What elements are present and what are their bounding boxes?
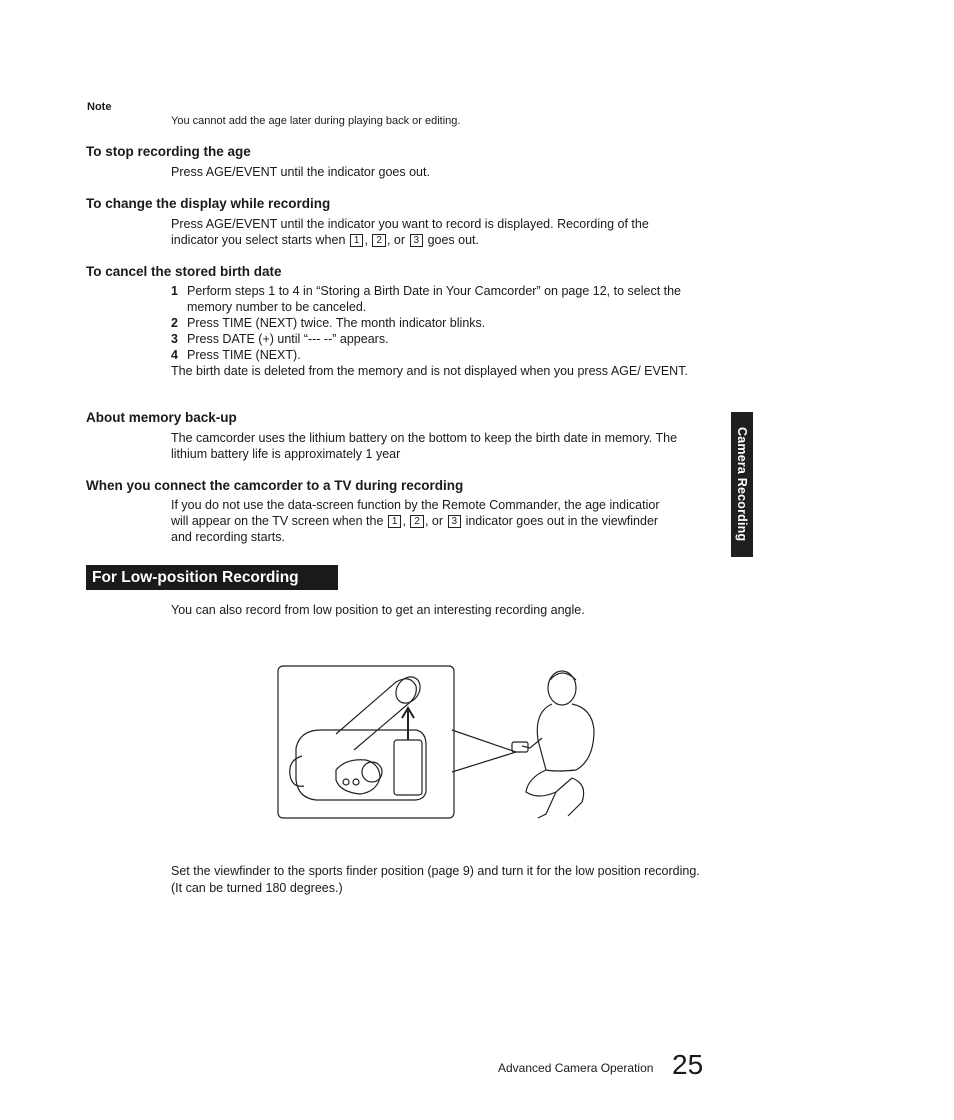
note-text: You cannot add the age later during playing back or editing. (171, 115, 461, 127)
cancel-steps (171, 283, 716, 379)
section-banner: For Low-position Recording (86, 565, 338, 590)
heading-tv-connect: When you connect the camcorder to a TV during recording (86, 478, 464, 493)
side-tab-label: Camera Recording (735, 427, 749, 542)
change-display-line2 (171, 232, 711, 248)
indicator-2-box: 2 (372, 234, 386, 247)
step-number: 2 (171, 316, 178, 330)
heading-memory-backup: About memory back-up (86, 410, 237, 425)
cancel-after-text: The birth date is deleted from the memory and is not displayed when you press AGE/ EVENT. (171, 364, 688, 378)
step-number: 4 (171, 348, 178, 362)
side-tab-camera-recording (731, 412, 753, 557)
step-2 (171, 315, 716, 331)
indicator-3-box: 3 (448, 515, 462, 528)
step-text: Press TIME (NEXT) twice. The month indicator blinks. (187, 316, 486, 330)
step-1 (171, 283, 716, 315)
heading-stop-recording: To stop recording the age (86, 144, 251, 159)
stop-recording-text: Press AGE/EVENT until the indicator goes out. (171, 165, 430, 179)
step-3 (171, 331, 716, 347)
camcorder-dial (336, 760, 380, 794)
memory-backup-text: The camcorder uses the lithium battery on the bottom to keep the birth date in memory. The lithium battery life is approximately 1 year (171, 431, 678, 461)
rotate-arrow (402, 708, 414, 740)
change-display-text (171, 216, 711, 248)
indicator-3-box: 3 (410, 234, 424, 247)
tv-line2-pre: will appear on the TV screen when the (171, 514, 384, 528)
tv-connect-text (171, 497, 711, 545)
step-text: Press DATE (+) until “--- --” appears. (187, 332, 389, 346)
caption-text: Set the viewfinder to the sports finder position (page 9) and turn it for the low position recording. (It can be turned 180 degrees.) (171, 864, 700, 895)
change-display-line1: Press AGE/EVENT until the indicator you want to record is displayed. Recording of the (171, 217, 649, 231)
person-torso (537, 704, 594, 771)
camcorder-lens (290, 756, 304, 786)
tv-line2-post: indicator goes out in the viewfinder (465, 514, 659, 528)
sep-or: , or (386, 233, 406, 247)
page-number: 25 (672, 1049, 704, 1080)
step-number: 1 (171, 284, 178, 298)
tv-line2 (171, 513, 711, 529)
note-label: Note (87, 101, 112, 113)
sep-or: , or (424, 514, 444, 528)
indicator-1-box: 1 (388, 515, 402, 528)
step-text: Press TIME (NEXT). (187, 348, 301, 362)
sep-comma: , (402, 514, 406, 528)
tv-line3: and recording starts. (171, 530, 285, 544)
person-legs (526, 770, 572, 796)
indicator-1-box: 1 (350, 234, 364, 247)
inset-frame (278, 666, 454, 818)
indicator-2-box: 2 (410, 515, 424, 528)
heading-cancel-birth-date: To cancel the stored birth date (86, 264, 282, 279)
step-number: 3 (171, 332, 178, 346)
sep-comma: , (364, 233, 368, 247)
step-text: Perform steps 1 to 4 in “Storing a Birth Date in Your Camcorder” on page 12, to select the memory number to be canceled. (187, 284, 682, 314)
low-position-illustration (276, 660, 616, 825)
heading-change-display: To change the display while recording (86, 196, 331, 211)
intro-text: You can also record from low position to get an interesting recording angle. (171, 603, 585, 617)
change-line2-post: goes out. (427, 233, 479, 247)
step-4 (171, 347, 716, 363)
tv-line1: If you do not use the data-screen function by the Remote Commander, the age indicatior (171, 498, 660, 512)
footer-section-title: Advanced Camera Operation (498, 1061, 654, 1075)
callout-lines (452, 730, 516, 772)
change-line2-pre: indicator you select starts when (171, 233, 346, 247)
camcorder-side-panel (394, 740, 422, 795)
